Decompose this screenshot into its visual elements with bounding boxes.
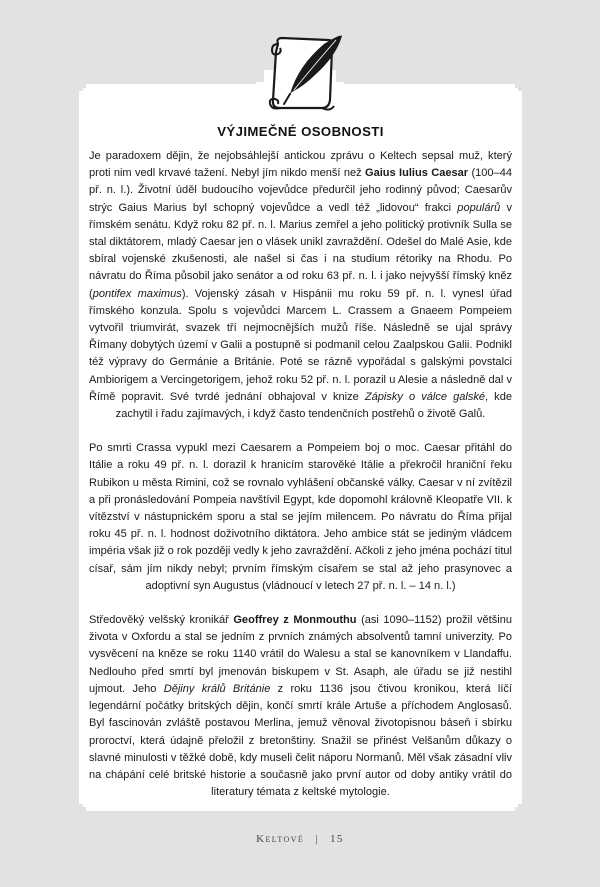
panel-corner [515,84,522,91]
paragraph [89,440,512,595]
paragraph [89,148,512,423]
text-run: Po smrti Crassa vypukl mezi Caesarem a Pompeiem boj o moc. Caesar přitáhl do Itálie a roku 49 př. n. l. dorazil k hranicím starověké Itálie a překročil hraniční řeku Rubikon u města Rimini, což se rovnalo vyhlášení občanské války. Caesar v ní zvítězil a při pronásledování Pompeia navštívil Egypt, kde dopomohl královně Kleopatře VII. k vítězství v nástupnickém sporu a stal se jejím milencem. Po návratu do Říma přijal roku 45 př. n. l. hodnost doživotního diktátora. Jeho ambice stát se jediným vládcem impéria však již o rok později vedly k jeho zavraždění. Ačkoli z jeho jména pochází titul císař, sám jím nikdy nebyl; prvním římským císařem se stal až jeho prasynovec a adoptivní syn Augustus (vládnoucí v letech 27 př. n. l. – 14 n. l.) [89,442,512,592]
footer-separator: | [315,833,319,845]
italic-term: populárů [457,201,501,214]
text-run: v římském senátu. Když roku 82 př. n. l. Marius zemřel a jeho politický protivník Sulla se stal diktátorem, mladý Caesar jen o vlásek unikl zavraždění. Odešel do Malé Asie, kde sbíral vojenské zkušenosti, ale našel si čas i na studium rétoriky na Rhodu. Po návratu do Říma působil jako senátor a od roku 63 př. n. l. i jako nejvyšší římský kněz ( [89,201,513,300]
text-run: z roku 1136 jsou čtivou kronikou, která líčí legendární počátky britských dějin, končí smrtí krále Artuše a příchodem Anglosasů. Byl fascinován zvláště postavou Merlina, jemuž věnoval životopisnou báseň i sbírku proroctví, která údajně přeložil z bretonštiny. Snažil se přinést Velšanům důkazy o slavné minulosti v těžké době, kdy museli čelit náporu Normanů. Měl však zásadní vliv na chápání celé britské historie a současně jako první autor od doby antiky vrátil do literatury témata z keltské mytologie. [89,682,512,799]
text-run: Je paradoxem dějin, že nejobsáhlejší antickou zprávu o Keltech sepsal muž, který proti nim vedl krvavé tažení. Nebyl jím nikdo menší než [89,150,512,180]
bold-name: Gaius Iulius Caesar [365,167,469,180]
page-number: 15 [330,833,344,845]
text-run: ). Vojenský zásah v Hispánii mu roku 59 př. n. l. vynesl úřad římského konzula. Spolu s vojevůdci Marcem L. Crassem a Gnaeem Pompeiem vytvořil triumvirát, svazek tří nejmocnějších mužů říše. Následně se ujal správy Římany dobytých území v Galii a postupně si podmanil celou Zaalpskou Galii. Podnikl též výpravy do Germánie a Británie. Poté se rázně vypořádal s galskými povstalci Ambiorigem a Vercingetorigem, jehož roku 52 př. n. l. porazil u Alesie a následně dal v Římě popravit. Své tvrdé jednání obhajoval v knize [89,287,512,403]
scroll-quill-icon [250,30,350,122]
panel-corner [515,804,522,811]
page-footer [0,833,600,845]
paragraph [89,612,512,801]
text-run: , kde zachytil i řadu zajímavých, i když často tendenčních postřehů o životě Galů. [115,390,512,421]
book-title: Keltové [256,833,305,845]
text-panel [79,84,522,811]
italic-term: Zápisky o válce galské [364,390,486,403]
panel-corner [79,804,86,811]
article-body [89,148,512,801]
text-run: (asi 1090–1152) prožil většinu života v Oxfordu a stal se jedním z prvních známých absolventů tamní univerzity. Po vysvěcení na kněze se roku 1140 vrátil do Walesu a stal se kanovníkem v Llandaffu. Nedlouho před smrtí byl jmenován biskupem v St. Asaph, ale úřadu se již nestihl ujmout. Jeho [89,614,512,695]
section-title: VÝJIMEČNÉ OSOBNOSTI [217,124,384,139]
text-run: Středověký velšský kronikář [89,614,234,627]
italic-term: Dějiny králů Británie [163,682,271,695]
panel-corner [79,84,86,91]
text-run: (100–44 př. n. l.). Životní úděl budoucího vojevůdce předurčil jeho rodinný původ; Caesarův strýc Gaius Marius byl schopný vojevůdce a vedl též „lidovou“ frakci [89,167,512,214]
bold-name: Geoffrey z Monmouthu [233,614,357,627]
italic-term: pontifex maximus [92,287,182,300]
